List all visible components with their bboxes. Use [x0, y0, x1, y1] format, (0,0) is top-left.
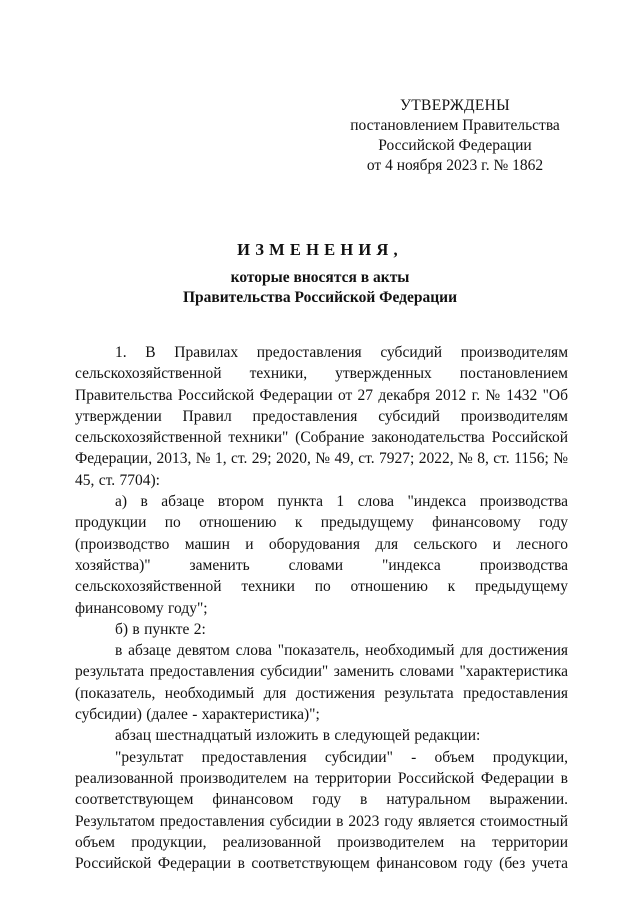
approval-date-line: от 4 ноября 2023 г. № 1862: [366, 157, 544, 174]
document-heading: [0, 240, 640, 308]
paragraph-ninth-clause: в абзаце девятом слова "показатель, необходимый для достижения результата предоставления субсидии" заменить словами "характеристика (показатель, необходимый для достижения результата предоставления субсидии) (далее - характеристика)";: [75, 642, 568, 724]
paragraph-sixteenth-clause: абзац шестнадцатый изложить в следующей редакции:: [115, 727, 481, 745]
document-body: [75, 342, 568, 874]
paragraph-result-definition: "результат предоставления субсидии" - объем продукции, реализованной производителем на территории Российской Федерации в соответствующем финансовом году в натуральном выражении. Результатом предоставления субсидии в 2023 году является стоимостный объем продукции, реализованной производителем на территории Российской Федерации в соответствующем финансовом году (без учета: [75, 748, 568, 873]
paragraph-subitem-a: а) в абзаце втором пункта 1 слова "индекса производства продукции по отношению к предыдущему финансовому году (производство машин и оборудования для сельского и лесного хозяйства)" заменить словами "индекса производства сельскохозяйственной техники по отношению к предыдущему финансовому году";: [75, 493, 568, 617]
paragraph-subitem-b: б) в пункте 2:: [115, 620, 206, 638]
approval-title: УТВЕРЖДЕНЫ: [400, 97, 510, 114]
approval-stamp: [340, 96, 570, 176]
approval-by-line: постановлением Правительства: [350, 117, 560, 134]
document-title: ИЗМЕНЕНИЯ,: [237, 240, 403, 259]
document-subtitle-line1: которые вносятся в акты: [230, 269, 410, 286]
approval-authority-line: Российской Федерации: [378, 137, 532, 154]
paragraph-item-1: 1. В Правилах предоставления субсидий производителям сельскохозяйственной техники, утвержденных постановлением Правительства Российской Федерации от 27 декабря 2012 г. № 1432 "Об утверждении Правил предоставления субсидий производителям сельскохозяйственной техники" (Собрание законодательства Российской Федерации, 2013, № 1, ст. 29; 2020, № 49, ст. 7927; 2022, № 8, ст. 1156; № 45, ст. 7704):: [75, 344, 568, 489]
document-subtitle-line2: Правительства Российской Федерации: [182, 289, 458, 306]
